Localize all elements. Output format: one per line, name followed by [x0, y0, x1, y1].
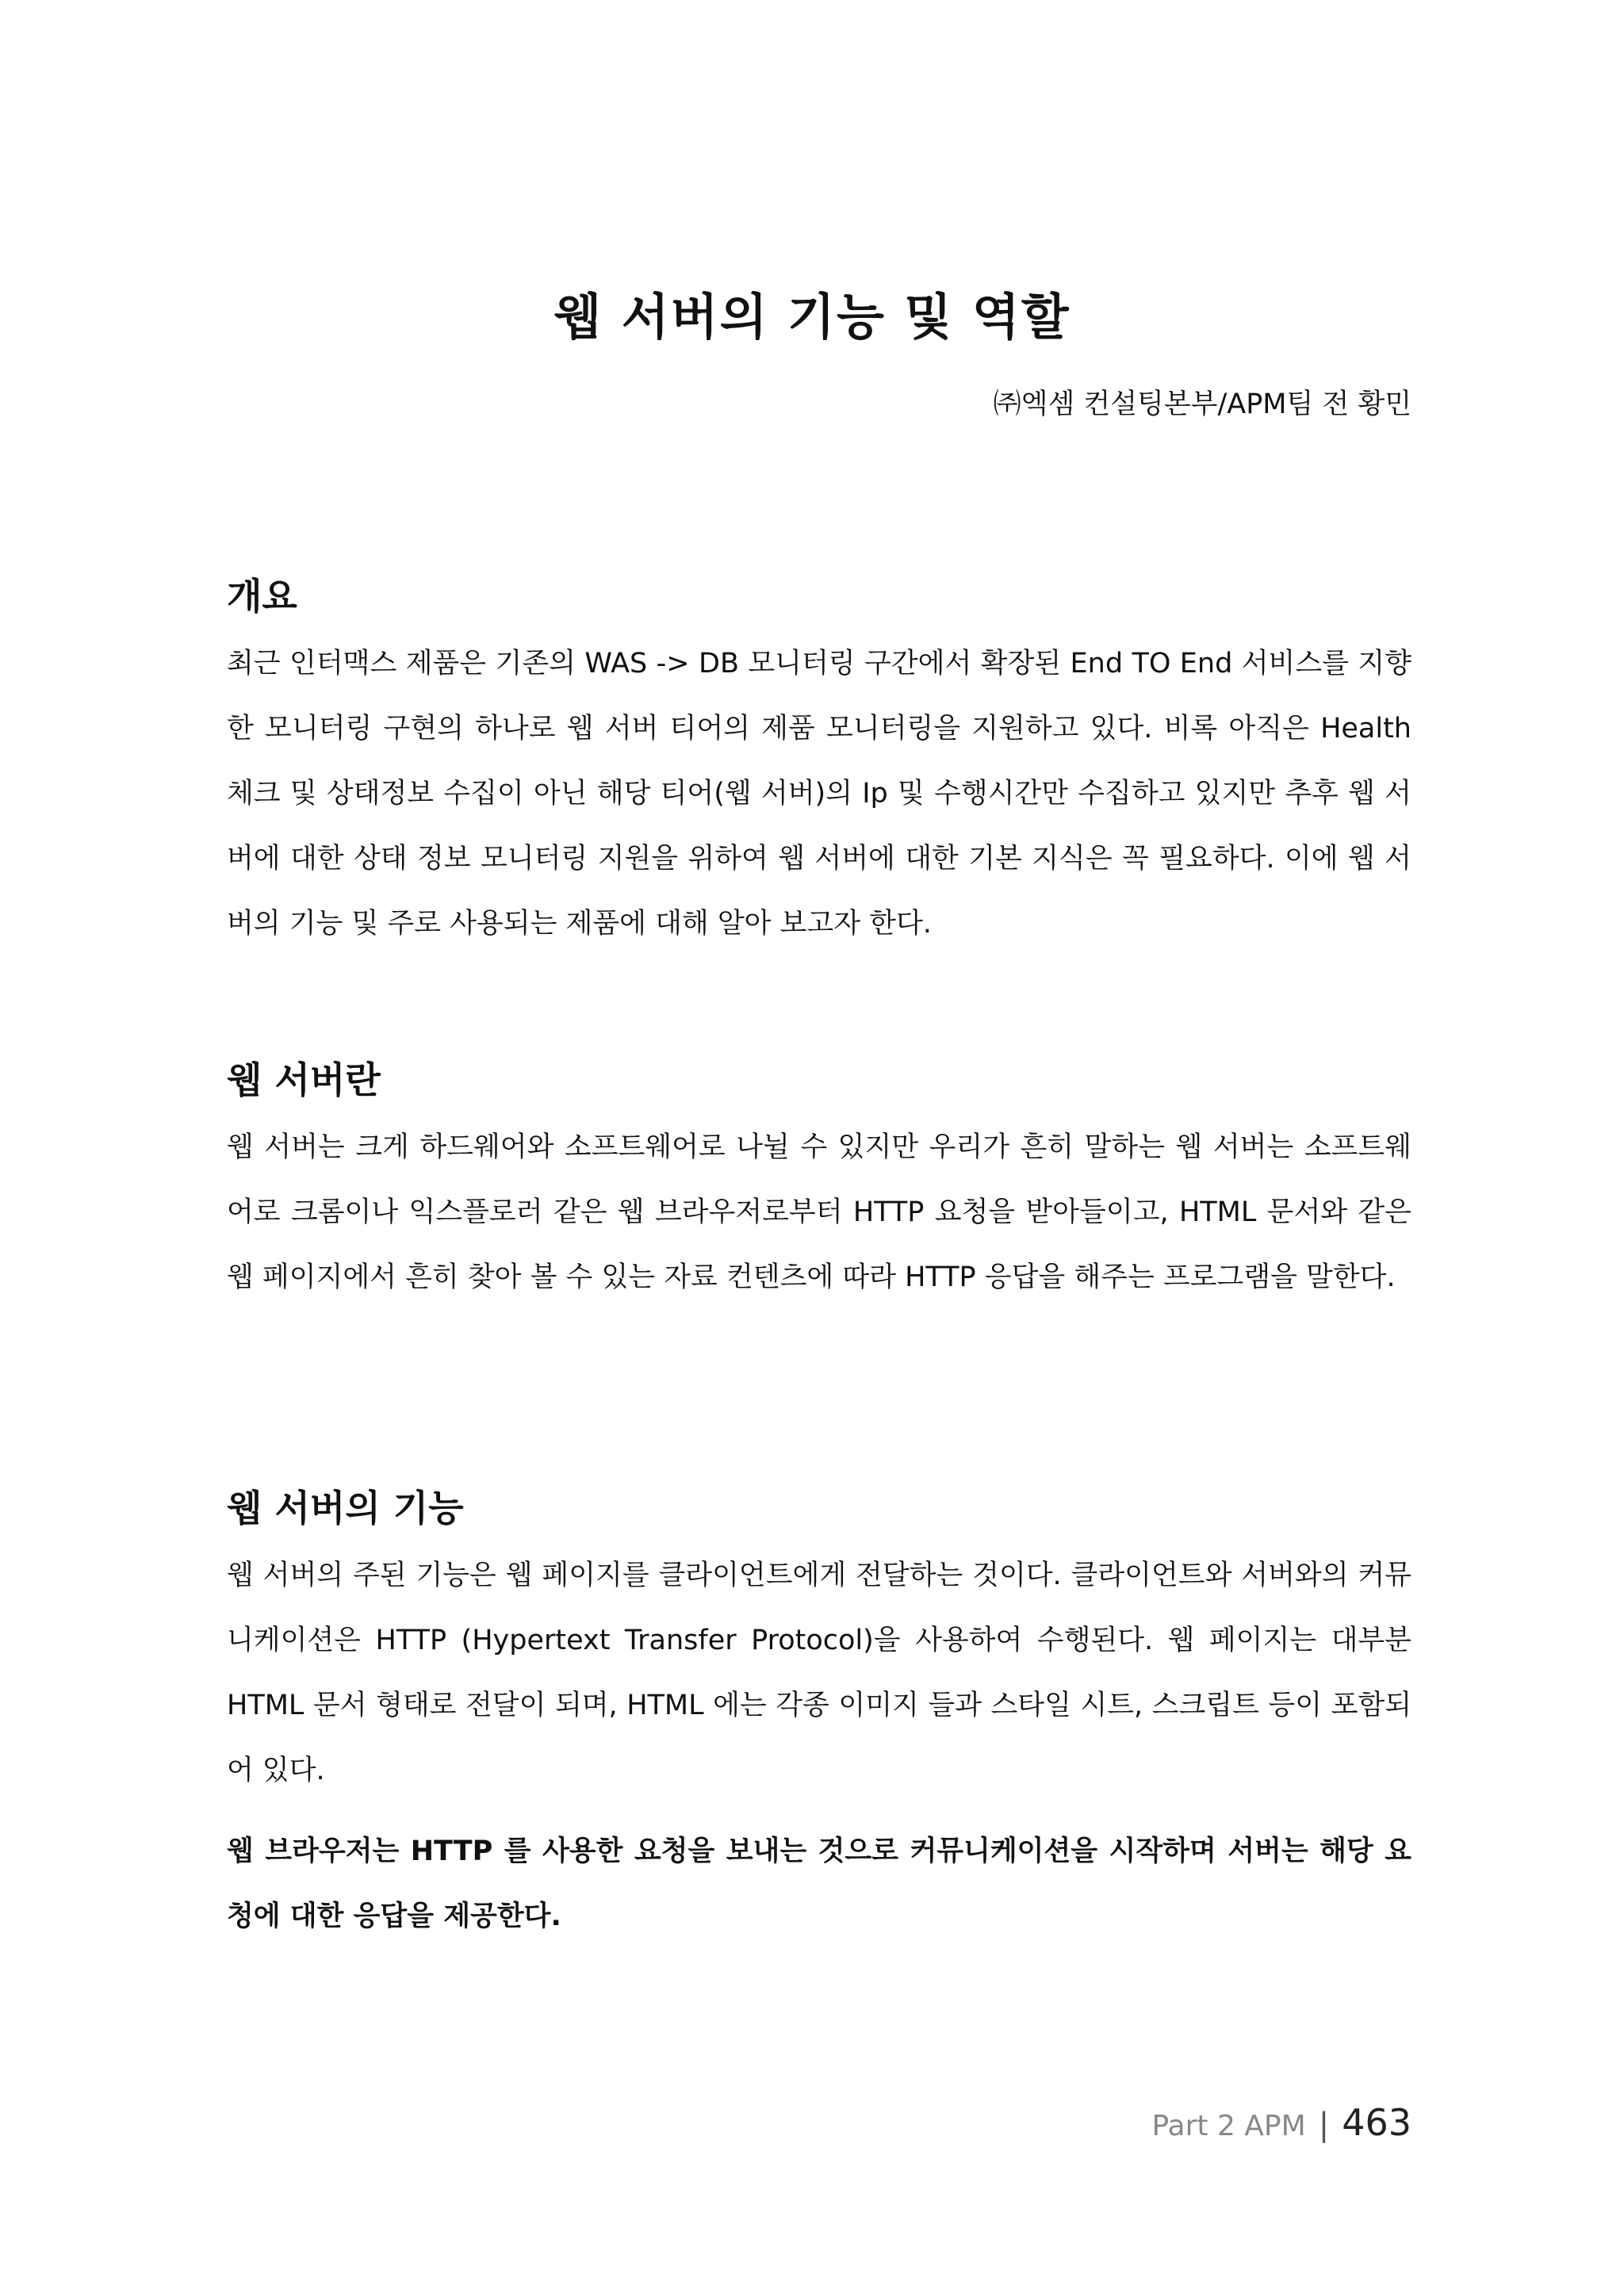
- footer-part-label: Part 2 APM: [1151, 2110, 1306, 2142]
- section-heading: 개요: [227, 575, 297, 618]
- section-web-server-functions: [227, 1483, 1411, 1949]
- section-heading: 웹 서버의 기능: [227, 1487, 464, 1529]
- section-paragraph: 웹 서버는 크게 하드웨어와 소프트웨어로 나뉠 수 있지만 우리가 흔히 말하는 웹 서버는 소프트웨어로 크롬이나 익스플로러 같은 웹 브라우저로부터 HTTP 요청을 받아들이고, HTML 문서와 같은 웹 페이지에서 흔히 찾아 볼 수 있는 자료 컨텐츠에 따라 HTTP 응답을 해주는 프로그램을 말한다.: [227, 1131, 1411, 1293]
- section-heading: 웹 서버란: [227, 1058, 381, 1101]
- page-number: 463: [1342, 2101, 1411, 2144]
- author-line: ㈜엑셈 컨설팅본부/APM팀 전 황민: [993, 389, 1411, 420]
- section-what-is-web-server: [227, 1055, 1411, 1310]
- section-bold-paragraph: 웹 브라우저는 HTTP 를 사용한 요청을 보내는 것으로 커뮤니케이션을 시작하며 서버는 해당 요청에 대한 응답을 제공한다.: [227, 1836, 1411, 1932]
- section-paragraph: 웹 서버의 주된 기능은 웹 페이지를 클라이언트에게 전달하는 것이다. 클라이언트와 서버와의 커뮤니케이션은 HTTP (Hypertext Transfer Protocol)을 사용하여 수행된다. 웹 페이지는 대부분 HTML 문서 형태로 전달이 되며, HTML 에는 각종 이미지 들과 스타일 시트, 스크립트 등이 포함되어 있다.: [227, 1560, 1411, 1786]
- section-overview: [227, 571, 1411, 956]
- page-footer: [1151, 2101, 1411, 2144]
- page-title: 웹 서버의 기능 및 역할: [553, 288, 1071, 346]
- section-paragraph: 최근 인터맥스 제품은 기존의 WAS -> DB 모니터링 구간에서 확장된 End TO End 서비스를 지향한 모니터링 구현의 하나로 웹 서버 티어의 제품 모니터링을 지원하고 있다. 비록 아직은 Health 체크 및 상태정보 수집이 아닌 해당 티어(웹 서버)의 Ip 및 수행시간만 수집하고 있지만 추후 웹 서버에 대한 상태 정보 모니터링 지원을 위하여 웹 서버에 대한 기본 지식은 꼭 필요하다. 이에 웹 서버의 기능 및 주로 사용되는 제품에 대해 알아 보고자 한다.: [227, 648, 1411, 940]
- footer-separator: |: [1318, 2107, 1330, 2143]
